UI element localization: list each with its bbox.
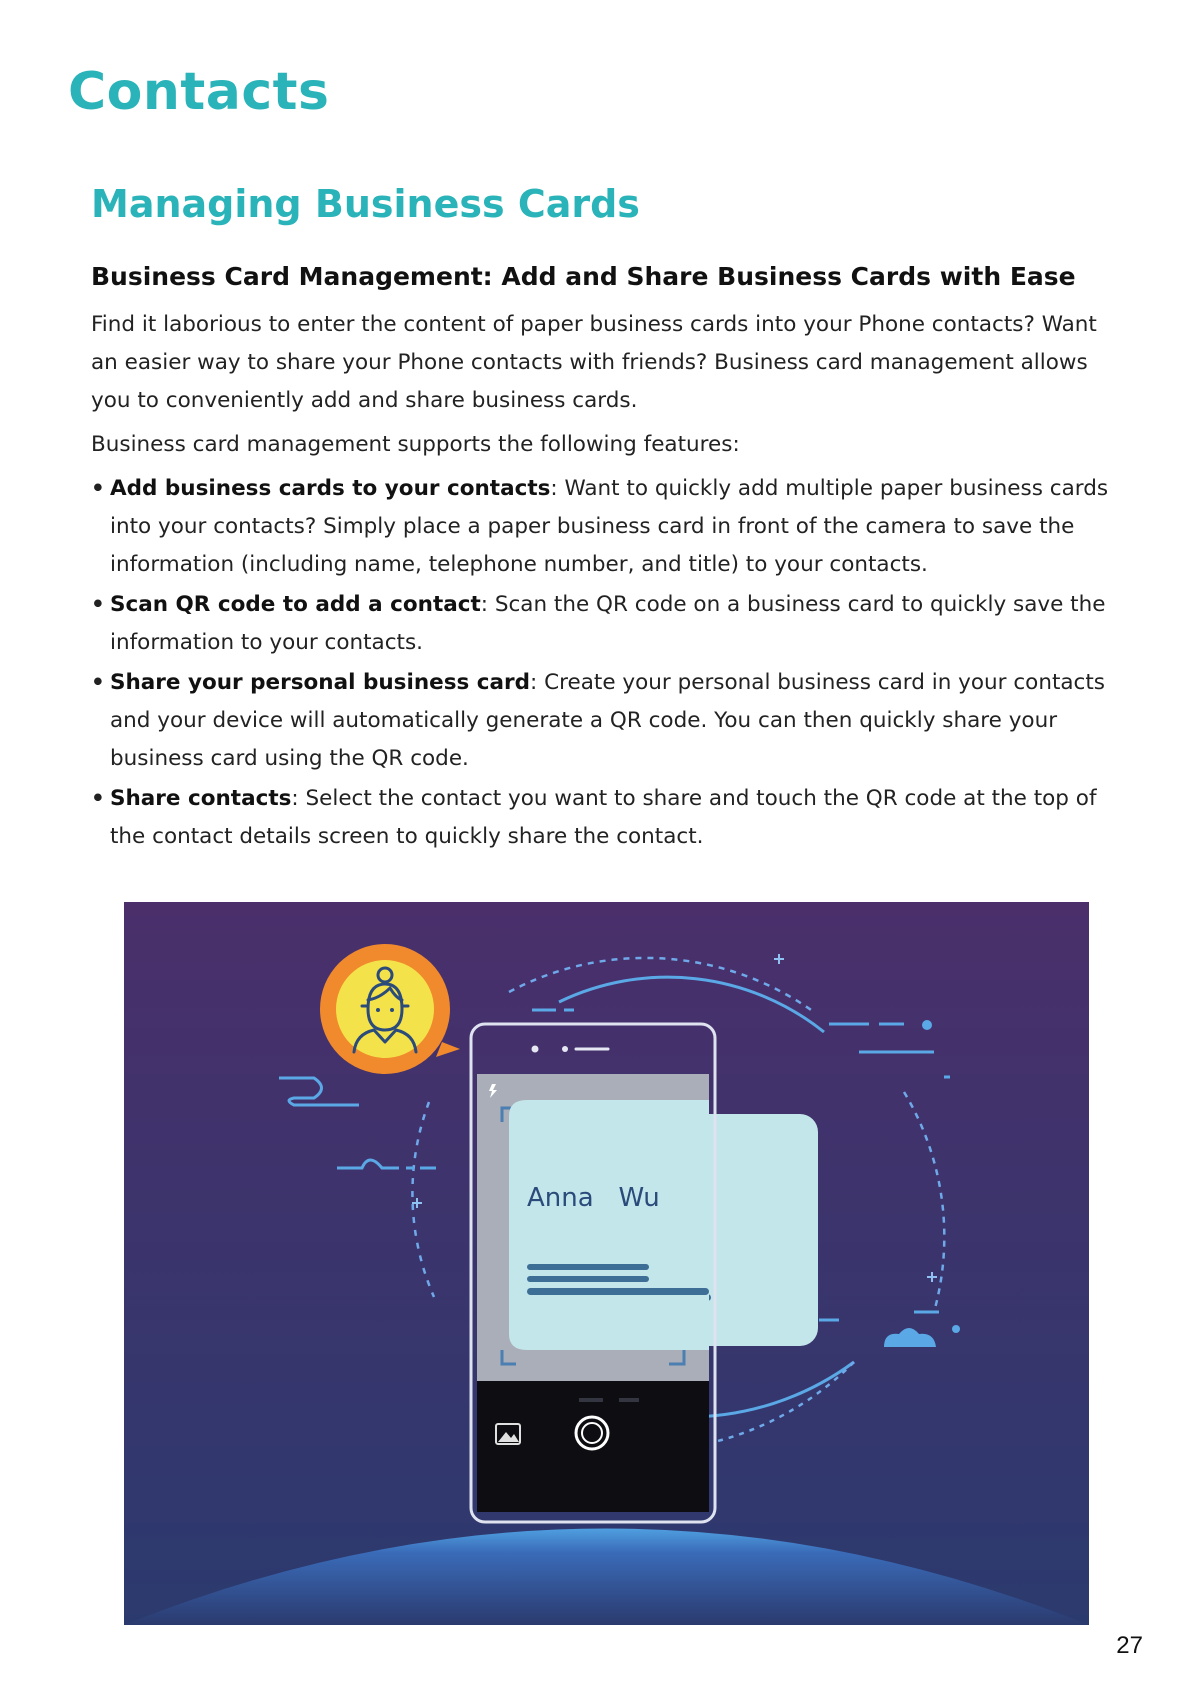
feature-text: : Select the contact you want to share and touch the QR code at the top of the contact details screen to quickly share the contact. xyxy=(110,786,1097,849)
feature-text: : Create your personal business card in your contacts and your device will automatically generate a QR code. You can then quickly share your business card using the QR code. xyxy=(110,670,1106,771)
decorative-dot xyxy=(922,1020,932,1030)
chapter-title: Contacts xyxy=(68,62,330,122)
feature-list xyxy=(91,470,1121,856)
bullet-icon: • xyxy=(91,670,105,695)
bullet-icon: • xyxy=(91,592,105,617)
bullet-icon: • xyxy=(91,476,105,501)
feature-term: Add business cards to your contacts xyxy=(110,476,551,501)
business-card-illustration xyxy=(124,902,1089,1625)
feature-text: : Want to quickly add multiple paper business cards into your contacts? Simply place a paper business card in front of the camera to save the information (including name, telephone number, and title) to your contacts. xyxy=(110,476,1109,577)
card-name-text: Anna Wu xyxy=(527,1183,660,1213)
bullet-icon: • xyxy=(91,786,105,811)
feature-item xyxy=(91,586,1121,662)
feature-item xyxy=(91,780,1121,856)
feature-text: : Scan the QR code on a business card to quickly save the information to your contacts. xyxy=(110,592,1106,655)
features-lead: Business card management supports the following features: xyxy=(91,432,740,457)
feature-term: Share your personal business card xyxy=(110,670,531,695)
section-title: Managing Business Cards xyxy=(91,182,640,226)
subsection-title: Business Card Management: Add and Share Business Cards with Ease xyxy=(91,262,1076,291)
intro-paragraph: Find it laborious to enter the content of paper business cards into your Phone contacts? Want an easier way to share your Phone contacts with friends? Business card management allows you to conveniently add and share business cards. xyxy=(91,312,1097,413)
feature-term: Share contacts xyxy=(110,786,292,811)
body-content xyxy=(91,306,1121,858)
feature-item xyxy=(91,470,1121,584)
page-number: 27 xyxy=(1116,1632,1143,1659)
business-card-in-viewfinder xyxy=(509,1100,709,1350)
feature-item xyxy=(91,664,1121,778)
feature-term: Scan QR code to add a contact xyxy=(110,592,481,617)
decorative-dot xyxy=(952,1325,960,1333)
